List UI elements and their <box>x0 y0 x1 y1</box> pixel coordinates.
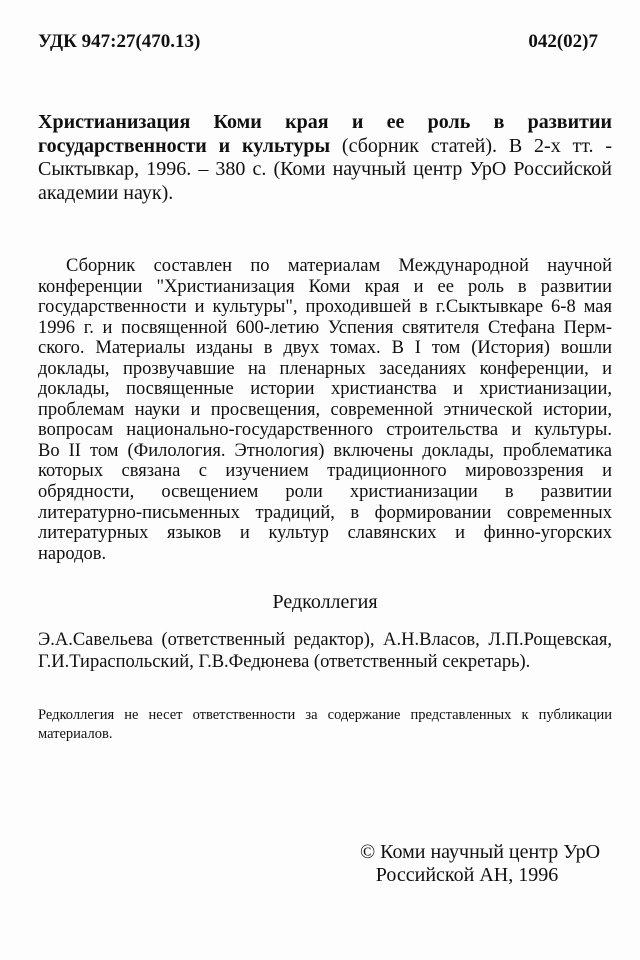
text-line: материалов. <box>38 725 113 742</box>
text-line: которых связана с изучением традиционного мировоззрения и <box>38 461 612 482</box>
udk-header-row <box>38 31 598 53</box>
text-line: обрядности, освещением роли христианизации в развитии <box>38 482 612 503</box>
text-line: государственности и культуры", проходившей в г.Сыктывкаре 6-8 мая <box>38 297 612 318</box>
classification-code: 042(02)7 <box>528 31 598 52</box>
text-line: ского. Материалы изданы в двух томах. В I том (История) вошли <box>38 338 612 359</box>
text-line: Христианизация Коми края и ее роль в развитии <box>38 111 612 133</box>
text-line: Во II том (Филология. Этнология) включены доклады, проблематика <box>38 440 612 461</box>
editorial-board-list <box>38 629 612 673</box>
udk-number: УДК 947:27(470.13) <box>38 31 201 52</box>
copyright-notice <box>348 841 612 886</box>
copyright-line: © Коми научный центр УрО <box>359 841 601 863</box>
text-line: вопросам национально-государственного строительства и культуры. <box>38 420 612 441</box>
text-line: Сборник составлен по материалам Международной научной <box>66 256 612 276</box>
text-line: литературно-письменных традиций, в формировании современных <box>38 502 612 523</box>
text-line: Э.А.Савельева (ответственный редактор), А.Н.Власов, Л.П.Рощевская, <box>38 630 612 650</box>
text-line: государственности и культуры (сборник статей). В 2-х тт. - <box>38 134 612 157</box>
text-line: Сыктывкар, 1996. – 380 с. (Коми научный центр УрО Российской <box>38 158 612 180</box>
abstract-paragraph <box>38 256 612 564</box>
text-line: доклады, прозвучавшие на пленарных заседаниях конференции, и <box>38 358 612 379</box>
disclaimer-note <box>38 706 612 743</box>
text-line: академии наук). <box>38 181 174 204</box>
text-line: конференции "Христианизация Коми края и ее роль в развитии <box>38 276 612 297</box>
text-line: литературных языков и культур славянских и финно-угорских <box>38 523 612 544</box>
text-line: доклады, посвященные истории христианства и христианизации, <box>38 379 612 400</box>
text-line: 1996 г. и посвященной 600-летию Успения святителя Стефана Перм- <box>38 317 612 338</box>
text-line: Г.И.Тираспольский, Г.В.Федюнева (ответственный секретарь). <box>38 652 531 672</box>
editorial-heading: Редколлегия <box>272 591 378 613</box>
copyright-line: Российской АН, 1996 <box>375 863 559 886</box>
text-line: проблемам науки и просвещения, современной этнической истории, <box>38 399 612 420</box>
text-line: Редколлегия не несет ответственности за содержание представленных к публикации <box>38 707 612 723</box>
bibliographic-title-block <box>38 111 612 205</box>
text-line: народов. <box>38 543 107 564</box>
